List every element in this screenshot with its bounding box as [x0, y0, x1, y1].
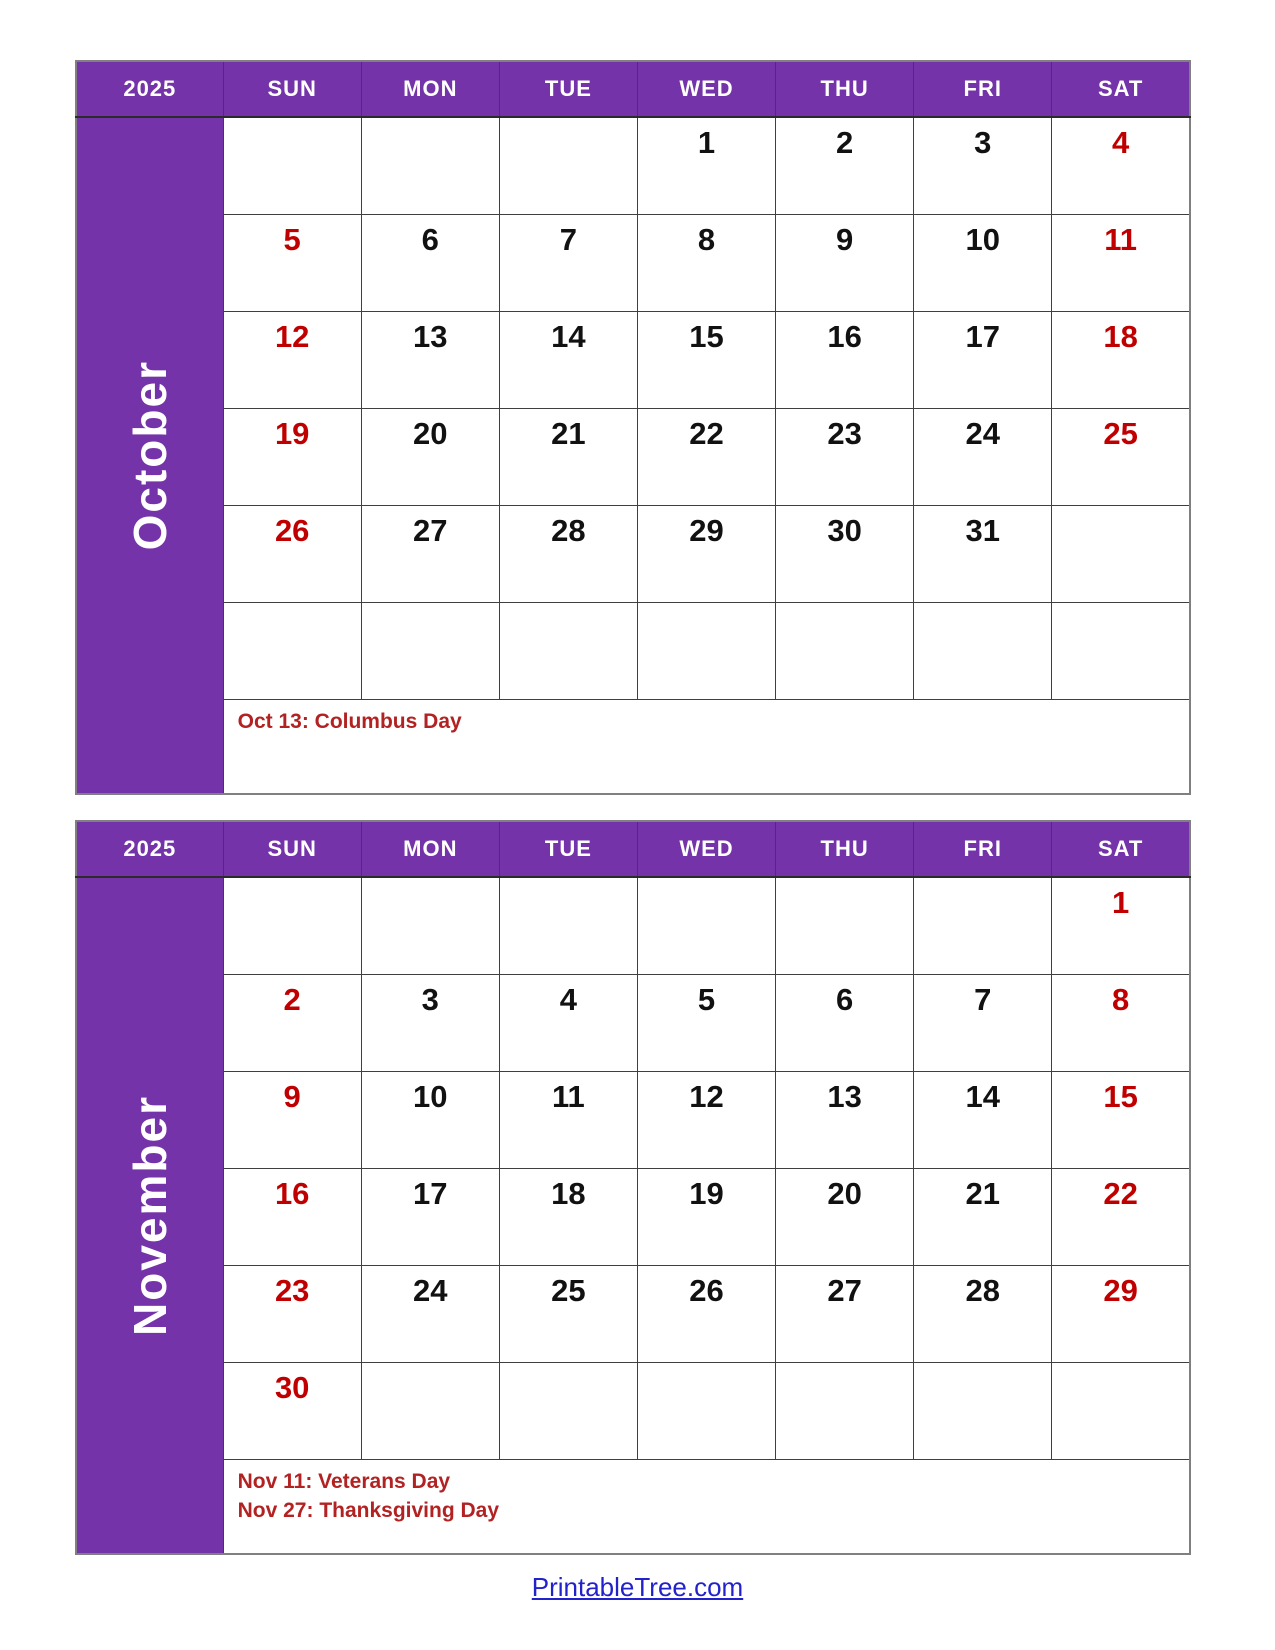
day-cell: 8 — [1052, 975, 1190, 1072]
day-cell-empty — [499, 117, 637, 215]
day-cell: 18 — [499, 1169, 637, 1266]
day-cell: 2 — [776, 117, 914, 215]
day-cell: 23 — [223, 1266, 361, 1363]
notes-row — [76, 700, 1190, 795]
day-cell: 10 — [361, 1072, 499, 1169]
day-cell-empty — [914, 877, 1052, 975]
day-cell-empty — [223, 117, 361, 215]
day-cell: 20 — [361, 409, 499, 506]
day-cell: 14 — [499, 312, 637, 409]
holiday-notes — [223, 1460, 1190, 1555]
weekday-wed: WED — [637, 821, 775, 877]
day-cell: 15 — [637, 312, 775, 409]
header-row — [76, 61, 1190, 117]
printabletree-link[interactable]: PrintableTree.com — [531, 1572, 744, 1602]
week-row — [76, 409, 1190, 506]
day-cell: 16 — [223, 1169, 361, 1266]
day-cell: 17 — [361, 1169, 499, 1266]
weekday-thu: THU — [776, 61, 914, 117]
day-cell-empty — [361, 117, 499, 215]
footer — [0, 1572, 1275, 1603]
day-cell-empty — [499, 877, 637, 975]
week-row — [76, 506, 1190, 603]
day-cell: 22 — [1052, 1169, 1190, 1266]
day-cell-empty — [499, 1363, 637, 1460]
day-cell: 28 — [914, 1266, 1052, 1363]
week-row — [76, 1169, 1190, 1266]
weekday-mon: MON — [361, 61, 499, 117]
day-cell-empty — [776, 1363, 914, 1460]
day-cell: 10 — [914, 215, 1052, 312]
day-cell: 5 — [637, 975, 775, 1072]
day-cell: 25 — [1052, 409, 1190, 506]
calendar-november — [75, 820, 1191, 1555]
day-cell-empty — [637, 877, 775, 975]
day-cell: 24 — [361, 1266, 499, 1363]
month-strip-inner — [77, 118, 223, 793]
notes-row — [76, 1460, 1190, 1555]
day-cell: 14 — [914, 1072, 1052, 1169]
day-cell: 12 — [223, 312, 361, 409]
week-row — [76, 312, 1190, 409]
day-cell: 1 — [1052, 877, 1190, 975]
weekday-sun: SUN — [223, 61, 361, 117]
week-row — [76, 215, 1190, 312]
day-cell: 4 — [499, 975, 637, 1072]
weekday-thu: THU — [776, 821, 914, 877]
week-row — [76, 877, 1190, 975]
day-cell-empty — [1052, 506, 1190, 603]
month-strip — [76, 877, 223, 1554]
holiday-note: Oct 13: Columbus Day — [237, 710, 462, 733]
day-cell: 31 — [914, 506, 1052, 603]
day-cell: 13 — [361, 312, 499, 409]
day-cell: 11 — [499, 1072, 637, 1169]
day-cell: 8 — [637, 215, 775, 312]
day-cell: 11 — [1052, 215, 1190, 312]
day-cell-empty — [914, 1363, 1052, 1460]
day-cell: 5 — [223, 215, 361, 312]
day-cell: 26 — [637, 1266, 775, 1363]
weekday-fri: FRI — [914, 61, 1052, 117]
day-cell: 9 — [223, 1072, 361, 1169]
week-row — [76, 1266, 1190, 1363]
day-cell: 27 — [361, 506, 499, 603]
month-strip-inner — [77, 878, 223, 1553]
day-cell: 27 — [776, 1266, 914, 1363]
day-cell: 22 — [637, 409, 775, 506]
day-cell: 9 — [776, 215, 914, 312]
day-cell-empty — [1052, 1363, 1190, 1460]
day-cell: 1 — [637, 117, 775, 215]
week-row — [76, 117, 1190, 215]
weekday-fri: FRI — [914, 821, 1052, 877]
day-cell: 30 — [776, 506, 914, 603]
day-cell: 17 — [914, 312, 1052, 409]
day-cell: 16 — [776, 312, 914, 409]
holiday-notes — [223, 700, 1190, 795]
day-cell-empty — [776, 877, 914, 975]
month-name: November — [123, 1095, 176, 1336]
day-cell-empty — [361, 1363, 499, 1460]
day-cell: 12 — [637, 1072, 775, 1169]
week-row — [76, 603, 1190, 700]
day-cell: 28 — [499, 506, 637, 603]
day-cell-empty — [914, 603, 1052, 700]
year-label: 2025 — [76, 821, 223, 877]
day-cell: 25 — [499, 1266, 637, 1363]
day-cell: 21 — [914, 1169, 1052, 1266]
day-cell-empty — [776, 603, 914, 700]
day-cell: 20 — [776, 1169, 914, 1266]
day-cell: 4 — [1052, 117, 1190, 215]
day-cell: 6 — [361, 215, 499, 312]
day-cell: 29 — [637, 506, 775, 603]
month-name: October — [123, 360, 176, 551]
weekday-sat: SAT — [1052, 821, 1190, 877]
header-row — [76, 821, 1190, 877]
day-cell-empty — [223, 877, 361, 975]
month-strip — [76, 117, 223, 794]
weekday-wed: WED — [637, 61, 775, 117]
calendar-october — [75, 60, 1191, 795]
day-cell-empty — [1052, 603, 1190, 700]
day-cell: 30 — [223, 1363, 361, 1460]
day-cell: 26 — [223, 506, 361, 603]
day-cell: 29 — [1052, 1266, 1190, 1363]
week-row — [76, 1072, 1190, 1169]
weekday-tue: TUE — [499, 821, 637, 877]
day-cell-empty — [361, 603, 499, 700]
week-row — [76, 975, 1190, 1072]
day-cell: 19 — [223, 409, 361, 506]
week-row — [76, 1363, 1190, 1460]
day-cell: 18 — [1052, 312, 1190, 409]
day-cell: 6 — [776, 975, 914, 1072]
day-cell-empty — [637, 603, 775, 700]
day-cell-empty — [499, 603, 637, 700]
day-cell: 7 — [499, 215, 637, 312]
weekday-sun: SUN — [223, 821, 361, 877]
day-cell-empty — [223, 603, 361, 700]
day-cell: 13 — [776, 1072, 914, 1169]
day-cell: 2 — [223, 975, 361, 1072]
date-grid — [76, 117, 1190, 794]
day-cell: 15 — [1052, 1072, 1190, 1169]
day-cell: 24 — [914, 409, 1052, 506]
day-cell: 19 — [637, 1169, 775, 1266]
weekday-tue: TUE — [499, 61, 637, 117]
holiday-note: Nov 27: Thanksgiving Day — [237, 1499, 500, 1523]
weekday-mon: MON — [361, 821, 499, 877]
day-cell: 3 — [361, 975, 499, 1072]
year-label: 2025 — [76, 61, 223, 117]
day-cell: 7 — [914, 975, 1052, 1072]
day-cell: 21 — [499, 409, 637, 506]
holiday-note: Nov 11: Veterans Day — [237, 1470, 451, 1493]
day-cell-empty — [637, 1363, 775, 1460]
day-cell-empty — [361, 877, 499, 975]
day-cell: 3 — [914, 117, 1052, 215]
date-grid — [76, 877, 1190, 1554]
day-cell: 23 — [776, 409, 914, 506]
weekday-sat: SAT — [1052, 61, 1190, 117]
